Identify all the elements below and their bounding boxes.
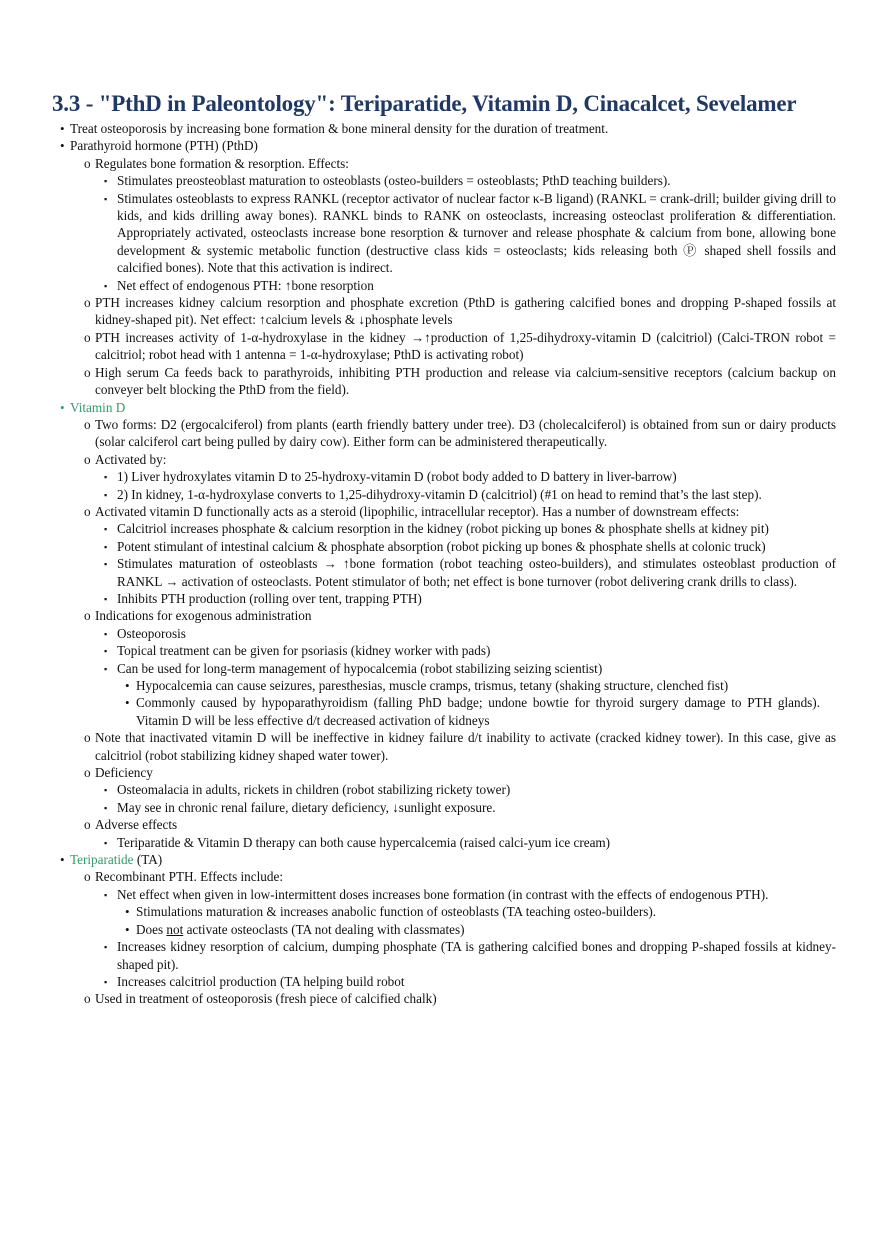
outline-text: [95, 330, 836, 362]
item-text: May see in chronic renal failure, dietary deficiency, ↓sunlight exposure.: [117, 799, 496, 815]
outline-text: [70, 852, 162, 867]
outline-item: [0, 816, 880, 833]
outline-text: [117, 626, 186, 641]
outline-item: [0, 172, 880, 189]
outline-item: [0, 294, 880, 329]
bullet-marker: •: [60, 138, 65, 154]
bullet-marker: ▪: [104, 524, 108, 535]
item-text: Treat osteoporosis by increasing bone formation & bone mineral density for the duration of treatment.: [70, 121, 609, 136]
item-text: Note that inactivated vitamin D will be ineffective in kidney failure d/t inability to activate (cracked kidney tower). In this case, give as calcitriol (robot stabilizing kidney shaped water tower).: [95, 730, 836, 763]
outline-text: [117, 939, 836, 971]
outline-item: [0, 938, 880, 973]
outline-text: [117, 191, 836, 276]
bullet-marker: ▪: [104, 559, 108, 570]
item-text: Stimulates osteoblasts to express RANKL (receptor activator of nuclear factor κ-B ligand) (RANKL = crank-drill; builder giving drill to kids, and kids drilling away bones). RANKL binds to RANK on osteoclasts, increasing osteoclast proliferation & differentiation. Appropriately activated, osteoclasts increase bone resorption & turnover and release phosphate & calcium from bone, allowing bone development & systemic metabolic function (destructive class kids = osteoclasts; kids releasing both Ⓟ shaped shell fossils and calcified bones). Note that this activation is indirect.: [117, 190, 836, 276]
outline-item: [0, 677, 880, 694]
item-text: PTH increases kidney calcium resorption and phosphate excretion (PthD is gathering calcified bones and dropping P-shaped fossils at kidney-shaped pit). Net effect: ↑calcium levels & ↓phosphate levels: [95, 295, 836, 328]
bullet-marker: ▪: [104, 802, 108, 813]
item-text: Increases kidney resorption of calcium, dumping phosphate (TA is gathering calcified bones and dropping P-shaped fossils at kidney-shaped pit).: [117, 939, 836, 972]
bullet-marker: o: [84, 765, 91, 781]
outline-text: [70, 121, 608, 136]
outline-item: [0, 503, 880, 520]
item-text: Adverse effects: [95, 817, 178, 833]
bullet-marker: o: [84, 608, 91, 624]
bullet-marker: ▪: [104, 785, 108, 796]
item-text: Deficiency: [95, 765, 153, 781]
bullet-marker: •: [60, 399, 65, 415]
bullet-marker: ▪: [104, 663, 108, 674]
text-prefix: Does: [136, 921, 167, 937]
outline-item: [0, 538, 880, 555]
outline-content: [0, 120, 880, 1008]
outline-text: [117, 487, 762, 502]
item-text: High serum Ca feeds back to parathyroids, inhibiting PTH production and release via calcium-sensitive receptors (calcium backup on conveyer belt blocking the PthD from the field).: [95, 364, 836, 398]
outline-text: [95, 365, 836, 397]
outline-text: [117, 974, 405, 989]
bullet-marker: o: [84, 155, 91, 171]
item-text: Net effect when given in low-intermittent doses increases bone formation (in contrast with the effects of endogenous PTH).: [117, 886, 769, 902]
outline-text: [117, 521, 769, 536]
item-text: Teriparatide & Vitamin D therapy can both cause hypercalcemia (raised calci-yum ice cream): [117, 834, 611, 850]
outline-item: [0, 990, 880, 1007]
outline-item: [0, 729, 880, 764]
outline-text: [117, 782, 510, 797]
bullet-marker: •: [125, 921, 130, 937]
outline-text: [136, 922, 465, 937]
outline-item: [0, 364, 880, 399]
outline-item: [0, 834, 880, 851]
bullet-marker: ▪: [104, 280, 108, 291]
outline-text: [95, 452, 166, 467]
outline-text: [136, 904, 656, 919]
outline-text: [70, 400, 125, 415]
outline-text: [117, 643, 490, 658]
outline-text: [95, 869, 283, 884]
item-text: Two forms: D2 (ergocalciferol) from plants (earth friendly battery under tree). D3 (cholecalciferol) is obtained from sun or dairy products (solar calciferol cart being pulled by dairy cow). Either form can be administered therapeutically.: [95, 416, 836, 450]
outline-text: [117, 661, 602, 676]
outline-item: [0, 607, 880, 624]
outline-item: [0, 277, 880, 294]
outline-item: [0, 137, 880, 154]
item-text: Topical treatment can be given for psoriasis (kidney worker with pads): [117, 643, 491, 659]
outline-text: [95, 295, 836, 327]
outline-text: [95, 817, 177, 832]
bullet-marker: ▪: [104, 176, 108, 187]
bullet-marker: ▪: [104, 976, 108, 987]
outline-item: [0, 851, 880, 868]
item-text: Can be used for long-term management of hypocalcemia (robot stabilizing seizing scientist): [117, 660, 603, 676]
bullet-marker: o: [84, 295, 91, 311]
item-text: Recombinant PTH. Effects include:: [95, 869, 283, 885]
item-text: Activated by:: [95, 451, 167, 467]
item-text: activate osteoclasts (TA not dealing with classmates): [183, 921, 465, 937]
bullet-marker: o: [84, 817, 91, 833]
item-text: Osteoporosis: [117, 625, 186, 641]
bullet-marker: ▪: [104, 541, 108, 552]
bullet-marker: o: [84, 991, 91, 1007]
item-text: Osteomalacia in adults, rickets in children (robot stabilizing rickety tower): [117, 782, 511, 798]
outline-text: [70, 138, 258, 153]
outline-item: [0, 190, 880, 277]
bullet-marker: o: [84, 416, 91, 432]
outline-item: [0, 903, 880, 920]
outline-item: [0, 781, 880, 798]
outline-text: [117, 469, 677, 484]
item-text: Increases calcitriol production (TA helping build robot: [117, 973, 405, 989]
bullet-marker: ▪: [104, 489, 108, 500]
bullet-marker: •: [125, 904, 130, 920]
outline-text: [95, 417, 836, 449]
outline-item: [0, 329, 880, 364]
outline-item: [0, 764, 880, 781]
item-text: Parathyroid hormone (PTH) (PthD): [70, 138, 258, 154]
outline-text: [117, 173, 671, 188]
outline-item: [0, 555, 880, 590]
outline-item: [0, 416, 880, 451]
outline-item: [0, 694, 880, 729]
outline-item: [0, 399, 880, 416]
bullet-marker: o: [84, 364, 91, 380]
item-text: Vitamin D: [70, 399, 126, 415]
item-text: 1) Liver hydroxylates vitamin D to 25-hydroxy-vitamin D (robot body added to D battery in liver-barrow): [117, 469, 677, 485]
outline-item: [0, 886, 880, 903]
outline-text: [117, 887, 768, 902]
bullet-marker: •: [125, 695, 130, 711]
outline-item: [0, 625, 880, 642]
bullet-marker: o: [84, 869, 91, 885]
section-heading: 3.3 - "PthD in Paleontology": Teriparatide, Vitamin D, Cinacalcet, Sevelamer: [52, 91, 797, 116]
item-text: Potent stimulant of intestinal calcium & phosphate absorption (robot picking up bones & phosphate shells at colonic truck): [117, 538, 766, 554]
item-text: Commonly caused by hypoparathyroidism (falling PhD badge; undone bowtie for thyroid surgery damage to PTH glands). Vitamin D will be less effective d/t decreased activation of kidneys: [136, 695, 820, 728]
bullet-marker: ▪: [104, 889, 108, 900]
outline-text: [136, 695, 820, 727]
outline-item: [0, 868, 880, 885]
underlined-word: not: [166, 921, 184, 937]
outline-item: [0, 468, 880, 485]
outline-text: [136, 678, 728, 693]
item-text: (TA): [133, 852, 163, 868]
bullet-marker: ▪: [104, 193, 108, 204]
item-text: Stimulations maturation & increases anabolic function of osteoblasts (TA teaching osteo-builders).: [136, 904, 657, 920]
item-text: Inhibits PTH production (rolling over tent, trapping PTH): [117, 590, 422, 606]
outline-item: [0, 120, 880, 137]
bullet-marker: ▪: [104, 628, 108, 639]
bullet-marker: o: [84, 730, 91, 746]
bullet-marker: o: [84, 503, 91, 519]
outline-item: [0, 590, 880, 607]
outline-text: [95, 991, 437, 1006]
bullet-marker: ▪: [104, 837, 108, 848]
outline-item: [0, 921, 880, 938]
outline-text: [95, 608, 311, 623]
outline-text: [95, 504, 739, 519]
item-text: Stimulates maturation of osteoblasts → ↑bone formation (robot teaching osteo-builders), and stimulates osteoblast production of RANKL → activation of osteoclasts. Potent stimulator of both; net effect is bone turnover (robot delivering crank drills to class).: [117, 556, 836, 589]
outline-item: [0, 155, 880, 172]
item-text: PTH increases activity of 1-α-hydroxylase in the kidney →↑production of 1,25-dihydroxy-vitamin D (calcitriol) (Calci-TRON robot = calcitriol; robot head with 1 antenna = 1-α-hydroxylase; PthD is activating robot): [95, 329, 836, 363]
outline-text: [117, 800, 496, 815]
outline-text: [95, 156, 349, 171]
item-text: Calcitriol increases phosphate & calcium resorption in the kidney (robot picking up bones & phosphate shells at kidney pit): [117, 521, 769, 537]
outline-item: [0, 642, 880, 659]
outline-text: [95, 730, 836, 762]
outline-item: [0, 520, 880, 537]
outline-text: [117, 539, 766, 554]
bullet-marker: ▪: [104, 472, 108, 483]
outline-text: [95, 765, 153, 780]
item-text: Hypocalcemia can cause seizures, paresthesias, muscle cramps, trismus, tetany (shaking structure, clenched fist): [136, 678, 729, 693]
item-text: Activated vitamin D functionally acts as a steroid (lipophilic, intracellular receptor). Has a number of downstream effects:: [95, 503, 740, 519]
bullet-marker: ▪: [104, 593, 108, 604]
outline-text: [117, 835, 610, 850]
outline-item: [0, 799, 880, 816]
item-text: Net effect of endogenous PTH: ↑bone resorption: [117, 277, 374, 293]
outline-text: [117, 556, 836, 588]
bullet-marker: o: [84, 329, 91, 345]
bullet-marker: •: [60, 852, 65, 868]
outline-item: [0, 660, 880, 677]
item-text: Regulates bone formation & resorption. Effects:: [95, 155, 349, 171]
bullet-marker: o: [84, 451, 91, 467]
item-text: Used in treatment of osteoporosis (fresh piece of calcified chalk): [95, 991, 437, 1007]
item-text: Stimulates preosteoblast maturation to osteoblasts (osteo-builders = osteoblasts; PthD teaching builders).: [117, 173, 671, 189]
bullet-marker: •: [125, 678, 130, 693]
outline-item: [0, 973, 880, 990]
outline-text: [117, 278, 374, 293]
drug-name: Teriparatide: [70, 852, 134, 868]
item-text: Indications for exogenous administration: [95, 608, 312, 624]
outline-item: [0, 486, 880, 503]
item-text: 2) In kidney, 1-α-hydroxylase converts to 1,25-dihydroxy-vitamin D (calcitriol) (#1 on head to remind that’s the last step).: [117, 486, 762, 502]
bullet-marker: ▪: [104, 646, 108, 657]
bullet-marker: •: [60, 121, 65, 136]
outline-text: [117, 591, 422, 606]
outline-item: [0, 451, 880, 468]
bullet-marker: ▪: [104, 942, 108, 953]
